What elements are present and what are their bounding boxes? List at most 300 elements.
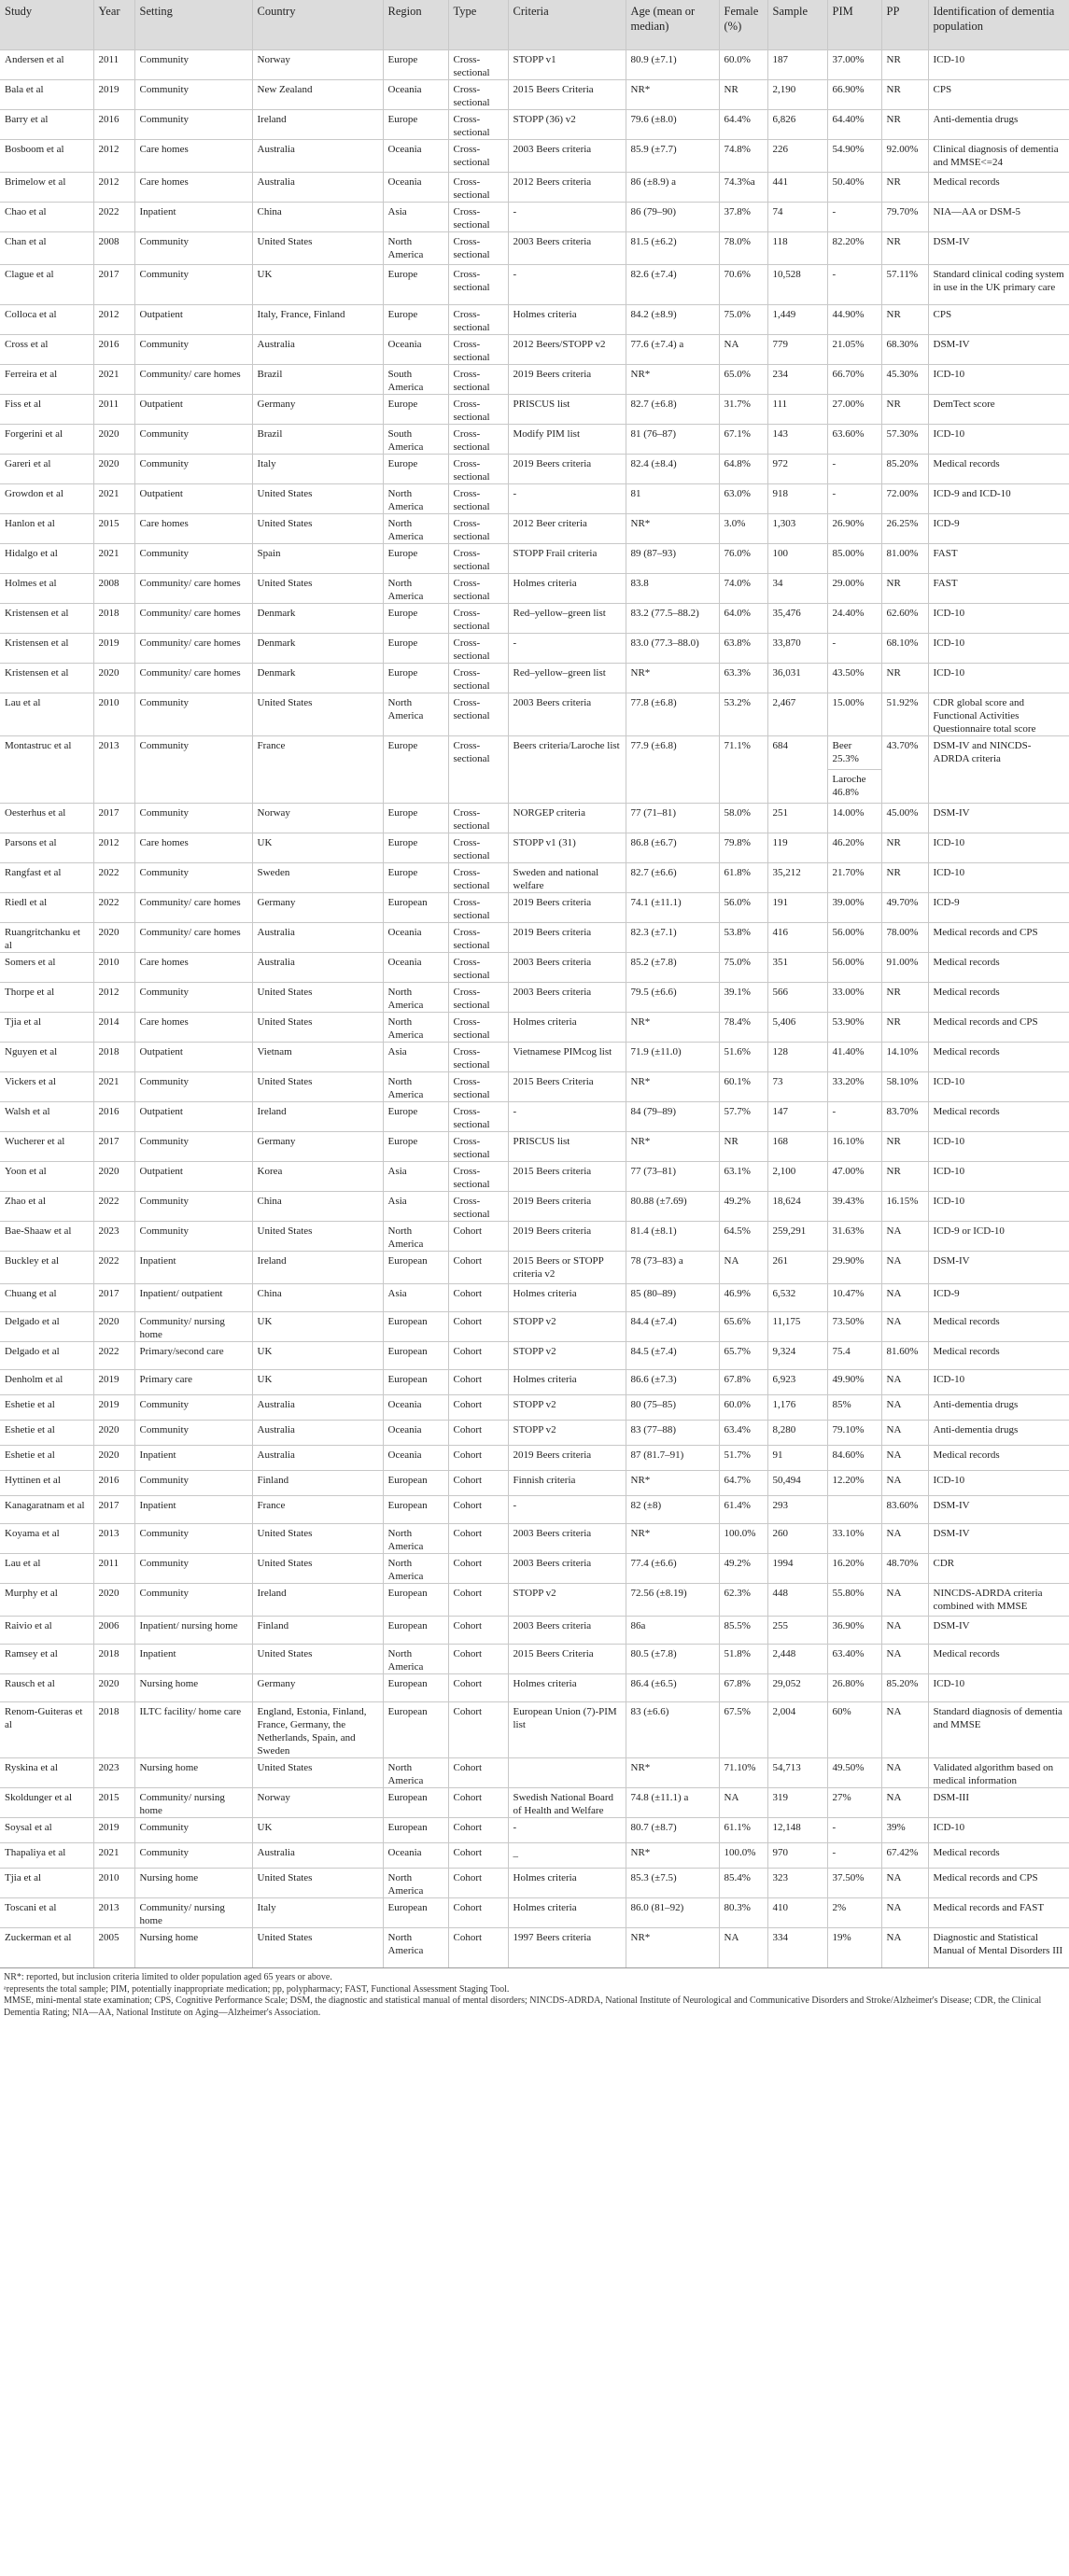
table-row [0, 862, 1069, 892]
cell-pp: 78.00% [881, 922, 928, 952]
cell-female: 85.5% [719, 1616, 767, 1644]
cell-country: United States [252, 513, 383, 543]
table-row [0, 1817, 1069, 1842]
cell-year: 2017 [93, 1283, 134, 1311]
cell-type: Cohort [448, 1757, 508, 1787]
cell-setting: Inpatient [134, 1445, 252, 1470]
cell-pp: NA [881, 1470, 928, 1495]
cell-sample: 261 [767, 1251, 827, 1283]
cell-country: England, Estonia, Finland, France, Germany, the Netherlands, Spain, and Sweden [252, 1701, 383, 1757]
cell-identification: ICD-10 [928, 1817, 1069, 1842]
cell-country: United States [252, 1553, 383, 1583]
cell-criteria: Holmes criteria [508, 1283, 626, 1311]
column-header-identification: Identification of dementia population [928, 0, 1069, 49]
cell-region: North America [383, 1071, 448, 1101]
cell-sample: 33,870 [767, 633, 827, 663]
cell-identification: Medical records [928, 1842, 1069, 1868]
cell-pim: 85.00% [827, 543, 881, 573]
cell-pp: 45.00% [881, 803, 928, 833]
cell-identification: ICD-10 [928, 1191, 1069, 1221]
cell-identification: Validated algorithm based on medical information [928, 1757, 1069, 1787]
cell-age: 82.7 (±6.8) [626, 394, 719, 424]
cell-age: 80.9 (±7.1) [626, 49, 719, 79]
cell-study: Lau et al [0, 693, 93, 735]
table-row [0, 1787, 1069, 1817]
cell-pim: - [827, 1817, 881, 1842]
cell-setting: Community [134, 1221, 252, 1251]
cell-identification: DSM-IV and NINCDS-ADRDA criteria [928, 735, 1069, 803]
cell-pp: NA [881, 1369, 928, 1394]
cell-female: 60.1% [719, 1071, 767, 1101]
cell-type: Cohort [448, 1868, 508, 1897]
cell-country: China [252, 202, 383, 231]
cell-sample: 441 [767, 172, 827, 202]
cell-setting: Nursing home [134, 1757, 252, 1787]
cell-identification: DSM-IV [928, 1616, 1069, 1644]
cell-female: 39.1% [719, 982, 767, 1012]
cell-sample: 410 [767, 1897, 827, 1927]
cell-study: Kristensen et al [0, 633, 93, 663]
table-row [0, 264, 1069, 304]
cell-country: Spain [252, 543, 383, 573]
cell-age: 86a [626, 1616, 719, 1644]
cell-sample: 111 [767, 394, 827, 424]
table-row [0, 483, 1069, 513]
cell-country: UK [252, 264, 383, 304]
cell-study: Walsh et al [0, 1101, 93, 1131]
cell-region: European [383, 1897, 448, 1927]
cell-female: 63.8% [719, 633, 767, 663]
cell-female: 70.6% [719, 264, 767, 304]
cell-sample: 2,448 [767, 1644, 827, 1673]
cell-age: NR* [626, 513, 719, 543]
cell-sample: 260 [767, 1523, 827, 1553]
cell-criteria: STOPP v1 (31) [508, 833, 626, 862]
cell-study: Bala et al [0, 79, 93, 109]
cell-region: South America [383, 364, 448, 394]
cell-female: 80.3% [719, 1897, 767, 1927]
cell-country: Australia [252, 1420, 383, 1445]
cell-pp: 48.70% [881, 1553, 928, 1583]
column-header-age: Age (mean or median) [626, 0, 719, 49]
table-row [0, 49, 1069, 79]
cell-criteria: Vietnamese PIMcog list [508, 1042, 626, 1071]
cell-age: 79.6 (±8.0) [626, 109, 719, 139]
cell-country: Ireland [252, 109, 383, 139]
cell-year: 2020 [93, 1445, 134, 1470]
table-row [0, 424, 1069, 454]
cell-pim: 56.00% [827, 922, 881, 952]
table-row [0, 663, 1069, 693]
cell-year: 2023 [93, 1757, 134, 1787]
cell-study: Rausch et al [0, 1673, 93, 1701]
cell-study: Cross et al [0, 334, 93, 364]
cell-region: Oceania [383, 1842, 448, 1868]
cell-country: Ireland [252, 1583, 383, 1616]
cell-region: European [383, 1616, 448, 1644]
cell-sample: 6,923 [767, 1369, 827, 1394]
cell-study: Barry et al [0, 109, 93, 139]
cell-type: Cohort [448, 1394, 508, 1420]
cell-sample: 255 [767, 1616, 827, 1644]
cell-identification: Standard diagnosis of dementia and MMSE [928, 1701, 1069, 1757]
cell-type: Cohort [448, 1673, 508, 1701]
cell-country: United States [252, 1868, 383, 1897]
cell-age: 83 (77–88) [626, 1420, 719, 1445]
cell-region: Europe [383, 264, 448, 304]
cell-criteria: Holmes criteria [508, 573, 626, 603]
cell-region: Europe [383, 603, 448, 633]
cell-age: 77.4 (±6.6) [626, 1553, 719, 1583]
cell-pp: 91.00% [881, 952, 928, 982]
cell-sample: 128 [767, 1042, 827, 1071]
table-row [0, 109, 1069, 139]
cell-country: Australia [252, 1445, 383, 1470]
table-row [0, 803, 1069, 833]
cell-region: Oceania [383, 952, 448, 982]
cell-pim: 24.40% [827, 603, 881, 633]
cell-type: Cross-sectional [448, 264, 508, 304]
cell-study: Murphy et al [0, 1583, 93, 1616]
cell-region: Europe [383, 633, 448, 663]
cell-pp: NR [881, 573, 928, 603]
cell-study: Ferreira et al [0, 364, 93, 394]
cell-age: 77.9 (±6.8) [626, 735, 719, 803]
cell-sample: 334 [767, 1927, 827, 1967]
cell-country: China [252, 1283, 383, 1311]
cell-sample: 684 [767, 735, 827, 803]
cell-year: 2019 [93, 1394, 134, 1420]
cell-female: 65.7% [719, 1341, 767, 1369]
cell-sample: 147 [767, 1101, 827, 1131]
cell-year: 2022 [93, 202, 134, 231]
cell-female: 74.3%a [719, 172, 767, 202]
cell-criteria: 2003 Beers criteria [508, 982, 626, 1012]
cell-study: Eshetie et al [0, 1420, 93, 1445]
cell-female: 51.6% [719, 1042, 767, 1071]
cell-pim: 50.40% [827, 172, 881, 202]
cell-type: Cross-sectional [448, 543, 508, 573]
cell-country: Australia [252, 922, 383, 952]
cell-pim: 46.20% [827, 833, 881, 862]
cell-region: Oceania [383, 1445, 448, 1470]
cell-study: Vickers et al [0, 1071, 93, 1101]
cell-sample: 36,031 [767, 663, 827, 693]
table-row [0, 1394, 1069, 1420]
cell-study: Thorpe et al [0, 982, 93, 1012]
cell-criteria: Finnish criteria [508, 1470, 626, 1495]
cell-type: Cohort [448, 1644, 508, 1673]
cell-setting: Community/ nursing home [134, 1787, 252, 1817]
table-row [0, 1897, 1069, 1927]
cell-study: Fiss et al [0, 394, 93, 424]
cell-female: NR [719, 79, 767, 109]
cell-setting: Inpatient [134, 1495, 252, 1523]
cell-study: Kristensen et al [0, 603, 93, 633]
cell-identification: DSM-IV [928, 1523, 1069, 1553]
cell-age: NR* [626, 1523, 719, 1553]
cell-country: United States [252, 1757, 383, 1787]
cell-year: 2012 [93, 982, 134, 1012]
column-header-type: Type [448, 0, 508, 49]
table-row [0, 364, 1069, 394]
cell-criteria: - [508, 483, 626, 513]
cell-pp: NR [881, 1012, 928, 1042]
cell-setting: Community [134, 862, 252, 892]
cell-criteria: Holmes criteria [508, 304, 626, 334]
cell-country: United States [252, 1927, 383, 1967]
cell-region: North America [383, 982, 448, 1012]
table-row [0, 1470, 1069, 1495]
cell-age: 86.8 (±6.7) [626, 833, 719, 862]
cell-region: North America [383, 1523, 448, 1553]
cell-female: 75.0% [719, 304, 767, 334]
cell-country: Australia [252, 334, 383, 364]
cell-identification: Medical records and CPS [928, 1868, 1069, 1897]
cell-pim: 44.90% [827, 304, 881, 334]
cell-region: Europe [383, 109, 448, 139]
cell-pp: NR [881, 394, 928, 424]
cell-female: 65.6% [719, 1311, 767, 1341]
cell-year: 2020 [93, 1311, 134, 1341]
cell-year: 2010 [93, 693, 134, 735]
cell-female: 79.8% [719, 833, 767, 862]
cell-sample: 2,100 [767, 1161, 827, 1191]
cell-criteria: 2003 Beers criteria [508, 139, 626, 172]
cell-pim: 54.90% [827, 139, 881, 172]
cell-pp: NR [881, 982, 928, 1012]
cell-pp: NA [881, 1644, 928, 1673]
table-row [0, 1251, 1069, 1283]
cell-sample: 191 [767, 892, 827, 922]
cell-female: 75.0% [719, 952, 767, 982]
table-row [0, 735, 1069, 803]
cell-year: 2013 [93, 1897, 134, 1927]
cell-female: 37.8% [719, 202, 767, 231]
cell-identification: DemTect score [928, 394, 1069, 424]
table-row [0, 1757, 1069, 1787]
cell-country: Ireland [252, 1251, 383, 1283]
cell-female: 46.9% [719, 1283, 767, 1311]
cell-pp: NA [881, 1616, 928, 1644]
cell-pim: 79.10% [827, 1420, 881, 1445]
cell-type: Cohort [448, 1817, 508, 1842]
cell-criteria: 2003 Beers criteria [508, 231, 626, 264]
cell-identification: CPS [928, 79, 1069, 109]
cell-age: 77.8 (±6.8) [626, 693, 719, 735]
cell-study: Chao et al [0, 202, 93, 231]
cell-setting: Community/ nursing home [134, 1897, 252, 1927]
cell-country: France [252, 1495, 383, 1523]
cell-country: Italy, France, Finland [252, 304, 383, 334]
cell-female: 63.1% [719, 1161, 767, 1191]
cell-setting: Inpatient [134, 1644, 252, 1673]
table-row [0, 833, 1069, 862]
cell-setting: Community/ care homes [134, 603, 252, 633]
cell-identification: ICD-10 [928, 603, 1069, 633]
cell-type: Cross-sectional [448, 663, 508, 693]
cell-region: North America [383, 483, 448, 513]
cell-country: Korea [252, 1161, 383, 1191]
cell-pim: 75.4 [827, 1341, 881, 1369]
cell-criteria: 2015 Beers or STOPP criteria v2 [508, 1251, 626, 1283]
cell-pim: 66.70% [827, 364, 881, 394]
cell-pim: - [827, 633, 881, 663]
cell-criteria: 2015 Beers criteria [508, 1161, 626, 1191]
cell-pp: NR [881, 833, 928, 862]
cell-setting: Inpatient [134, 1251, 252, 1283]
table-row [0, 139, 1069, 172]
cell-identification: Medical records and CPS [928, 922, 1069, 952]
table-footnotes [0, 1967, 1069, 2019]
cell-setting: Outpatient [134, 394, 252, 424]
cell-year: 2017 [93, 803, 134, 833]
cell-sample: 293 [767, 1495, 827, 1523]
cell-criteria: 2019 Beers criteria [508, 364, 626, 394]
cell-age: 78 (73–83) a [626, 1251, 719, 1283]
cell-identification: Medical records [928, 1101, 1069, 1131]
cell-pim: 33.10% [827, 1523, 881, 1553]
cell-female: 51.7% [719, 1445, 767, 1470]
cell-study: Ramsey et al [0, 1644, 93, 1673]
cell-study: Montastruc et al [0, 735, 93, 803]
cell-criteria: 2003 Beers criteria [508, 1616, 626, 1644]
cell-year: 2019 [93, 1817, 134, 1842]
cell-female: 51.8% [719, 1644, 767, 1673]
cell-setting: Community/ care homes [134, 633, 252, 663]
cell-study: Parsons et al [0, 833, 93, 862]
cell-pim: 27.00% [827, 394, 881, 424]
cell-age: NR* [626, 1071, 719, 1101]
cell-year: 2020 [93, 1583, 134, 1616]
cell-year: 2012 [93, 833, 134, 862]
cell-sample: 2,190 [767, 79, 827, 109]
cell-pp: NR [881, 172, 928, 202]
cell-female: 67.8% [719, 1673, 767, 1701]
cell-region: North America [383, 1927, 448, 1967]
cell-setting: Community [134, 1842, 252, 1868]
cell-year: 2020 [93, 663, 134, 693]
cell-criteria: PRISCUS list [508, 394, 626, 424]
cell-country: Ireland [252, 1101, 383, 1131]
cell-setting: Community [134, 424, 252, 454]
cell-pp: NA [881, 1583, 928, 1616]
table-row [0, 1341, 1069, 1369]
cell-criteria: 2003 Beers criteria [508, 1523, 626, 1553]
cell-sample: 1,303 [767, 513, 827, 543]
cell-setting: Community [134, 1071, 252, 1101]
cell-pim: 33.20% [827, 1071, 881, 1101]
cell-type: Cohort [448, 1369, 508, 1394]
cell-region: Europe [383, 803, 448, 833]
cell-age: 83.0 (77.3–88.0) [626, 633, 719, 663]
cell-pim: 47.00% [827, 1161, 881, 1191]
cell-pim: 73.50% [827, 1311, 881, 1341]
cell-identification: Medical records [928, 1311, 1069, 1341]
cell-year: 2019 [93, 1369, 134, 1394]
cell-pp: NA [881, 1445, 928, 1470]
cell-setting: Nursing home [134, 1927, 252, 1967]
cell-female: 63.0% [719, 483, 767, 513]
cell-age: 85.9 (±7.7) [626, 139, 719, 172]
cell-setting: Community [134, 79, 252, 109]
cell-study: Delgado et al [0, 1341, 93, 1369]
cell-type: Cross-sectional [448, 1042, 508, 1071]
cell-pp: NA [881, 1897, 928, 1927]
cell-criteria: 2003 Beers criteria [508, 952, 626, 982]
cell-type: Cross-sectional [448, 109, 508, 139]
cell-study: Denholm et al [0, 1369, 93, 1394]
cell-criteria: - [508, 1817, 626, 1842]
cell-sample: 12,148 [767, 1817, 827, 1842]
cell-sample: 168 [767, 1131, 827, 1161]
cell-sample: 351 [767, 952, 827, 982]
cell-pp: 85.20% [881, 454, 928, 483]
column-header-female: Female (%) [719, 0, 767, 49]
cell-age: 77 (71–81) [626, 803, 719, 833]
cell-setting: Community/ care homes [134, 922, 252, 952]
cell-country: Germany [252, 1131, 383, 1161]
cell-pp: NA [881, 1283, 928, 1311]
cell-country: United States [252, 693, 383, 735]
cell-pim: 56.00% [827, 952, 881, 982]
cell-criteria: Sweden and national welfare [508, 862, 626, 892]
cell-setting: Community [134, 1191, 252, 1221]
cell-country: UK [252, 1369, 383, 1394]
cell-year: 2017 [93, 264, 134, 304]
cell-age: 83.2 (77.5–88.2) [626, 603, 719, 633]
cell-female: 67.5% [719, 1701, 767, 1757]
cell-country: United States [252, 483, 383, 513]
cell-study: Zuckerman et al [0, 1927, 93, 1967]
cell-type: Cross-sectional [448, 633, 508, 663]
cell-year: 2018 [93, 1644, 134, 1673]
cell-country: Germany [252, 394, 383, 424]
cell-study: Skoldunger et al [0, 1787, 93, 1817]
cell-setting: Community [134, 693, 252, 735]
cell-setting: Community [134, 454, 252, 483]
cell-identification: Medical records [928, 952, 1069, 982]
table-row [0, 394, 1069, 424]
cell-criteria: Holmes criteria [508, 1897, 626, 1927]
cell-type: Cross-sectional [448, 364, 508, 394]
cell-pim: 12.20% [827, 1470, 881, 1495]
cell-female: NA [719, 1927, 767, 1967]
cell-criteria: Red–yellow–green list [508, 663, 626, 693]
cell-identification: ICD-10 [928, 1673, 1069, 1701]
column-header-sample: Sample [767, 0, 827, 49]
cell-year: 2016 [93, 334, 134, 364]
cell-criteria: STOPP v1 [508, 49, 626, 79]
cell-year: 2022 [93, 1341, 134, 1369]
footnote: NR*: reported, but inclusion criteria limited to older population aged 65 years or above. [4, 1972, 332, 1982]
cell-year: 2015 [93, 513, 134, 543]
cell-pim: 49.90% [827, 1369, 881, 1394]
cell-country: Australia [252, 952, 383, 982]
table-row [0, 573, 1069, 603]
cell-pim: 37.50% [827, 1868, 881, 1897]
cell-female: 57.7% [719, 1101, 767, 1131]
table-row [0, 603, 1069, 633]
table-row [0, 1927, 1069, 1967]
cell-pim: 21.05% [827, 334, 881, 364]
cell-setting: Community [134, 543, 252, 573]
cell-pim: 31.63% [827, 1221, 881, 1251]
cell-pp: NR [881, 862, 928, 892]
cell-type: Cohort [448, 1251, 508, 1283]
cell-pim: - [827, 264, 881, 304]
cell-region: Europe [383, 394, 448, 424]
